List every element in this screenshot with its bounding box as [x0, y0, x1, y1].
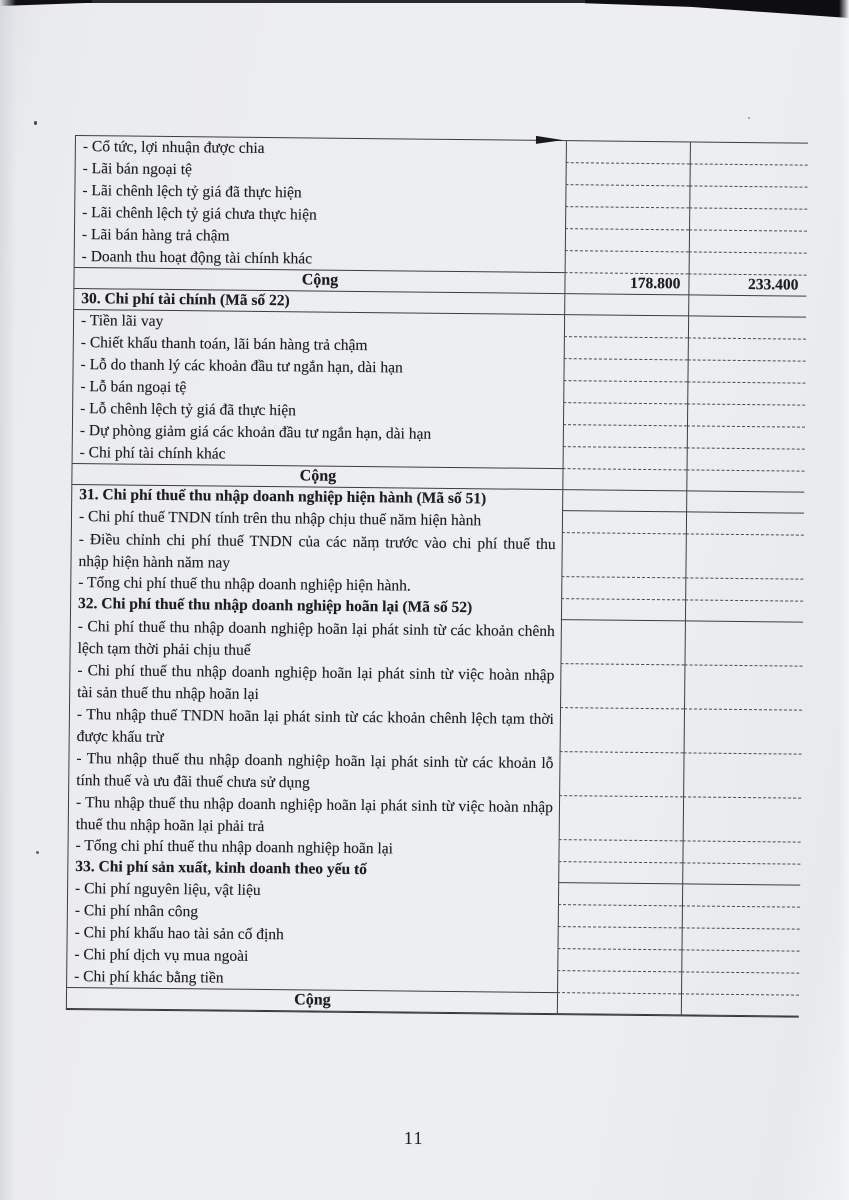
row-value-col2: [681, 994, 799, 1016]
row-value-col2: [687, 382, 805, 405]
row-value-col2: [689, 164, 807, 187]
table-row: [71, 615, 803, 667]
row-label: - Chi phí tài chính khác: [73, 442, 563, 469]
row-label: - Chi phí thuế thu nhập doanh nghiệp hoãn lại phát sinh từ việc hoàn nhập tài sản thuế thu nhập hoãn lại: [77, 662, 555, 703]
row-value-col1: [565, 251, 689, 274]
row-label: - Thu nhập thuế thu nhập doanh nghiệp hoãn lại phát sinh từ việc hoàn nhập thuế thu nhập hoãn lại phải trả: [75, 794, 554, 835]
row-value-col1: [565, 207, 689, 230]
row-label: - Chi phí nhân công: [74, 902, 199, 921]
row-label: - Chi phí khấu hao tài sản cố định: [74, 924, 284, 944]
row-value-col1: [558, 927, 682, 950]
row-value-col1: [563, 447, 687, 470]
row-value-col2: [681, 950, 799, 973]
arrowhead-mark: [536, 135, 563, 143]
ink-speck: [34, 121, 37, 125]
row-label: - Chi phí thuế thu nhập doanh nghiệp hoãn lại phát sinh từ các khoản chênh lệch tạm thời phải chịu thuế: [77, 618, 555, 659]
row-value-col1: [561, 533, 685, 578]
row-value-col1: 178.800: [564, 273, 688, 295]
table-row: [69, 747, 801, 799]
row-value-col1: [561, 577, 685, 600]
row-label: 30. Chi phí tài chính (Mã số 22): [74, 289, 564, 315]
row-value-col2: [689, 186, 807, 209]
row-value-col2: [684, 665, 802, 710]
paper-edge-shading-right: [839, 0, 849, 1200]
row-label: - Chi phí thuế TNDN tính trên thu nhập chịu thuế năm hiện hành: [78, 508, 482, 530]
row-value-col2: [685, 534, 803, 579]
row-value-col1: [565, 229, 689, 252]
row-value-col2: [683, 753, 801, 798]
row-label: 31. Chi phí thuế thu nhập doanh nghiệp hiện hành (Mã số 51): [79, 486, 487, 508]
row-label: - Lỗ do thanh lý các khoản đầu tư ngắn hạn, dài hạn: [80, 356, 403, 377]
row-value-col2: [681, 972, 799, 995]
row-value-col1: [562, 511, 686, 534]
row-label: - Lãi bán hàng trả chậm: [81, 226, 230, 245]
row-label: - Dự phòng giảm giá các khoản đầu tư ngắn hạn, dài hạn: [79, 422, 432, 443]
row-value-col2: [688, 338, 806, 361]
row-value-col1: [559, 796, 683, 841]
row-value-col2: [687, 426, 805, 449]
row-value-col1: [566, 163, 690, 186]
row-label: - Lỗ chênh lệch tỷ giá đã thực hiện: [80, 400, 297, 420]
ink-speck: [748, 117, 750, 119]
row-value-col2: [684, 709, 802, 754]
row-value-col1: [561, 599, 685, 621]
row-value-col2: [689, 230, 807, 253]
row-value-col1: [565, 185, 689, 208]
table-row: [69, 791, 801, 843]
paper-edge-shading-left: [0, 0, 16, 1200]
row-value-col1: [560, 620, 684, 665]
row-value-col2: [688, 295, 806, 317]
row-label: - Tiền lãi vay: [80, 312, 164, 330]
row-value-col1: [557, 949, 681, 972]
row-value-col1: [564, 294, 688, 316]
scan-corner-artifact-right: [585, 0, 849, 18]
row-value-col1: [563, 381, 687, 404]
row-label: - Chi phí dịch vụ mua ngoài: [74, 946, 249, 965]
row-value-col2: [686, 491, 804, 513]
row-value-col2: [689, 252, 807, 275]
row-label: - Chi phí nguyên liệu, vật liệu: [75, 880, 261, 899]
row-label: 33. Chi phí sản xuất, kinh doanh theo yếu tố: [75, 858, 368, 879]
row-value-col1: [563, 403, 687, 426]
row-label: - Chi phí khác bằng tiền: [67, 966, 557, 993]
row-label: - Tổng chi phí thuế thu nhập doanh nghiệp hiện hành.: [78, 574, 411, 595]
row-value-col2: [689, 208, 807, 231]
row-value-col2: [682, 841, 800, 864]
row-value-col1: [560, 708, 684, 753]
table-row: [70, 659, 802, 711]
row-value-col2: [685, 578, 803, 601]
row-label: - Lãi bán ngoại tệ: [82, 160, 193, 179]
row-value-col1: [557, 993, 681, 1015]
row-value-col2: [685, 600, 803, 622]
row-value-col1: [558, 883, 682, 906]
row-label: - Cổ tức, lợi nhuận được chia: [82, 138, 265, 157]
row-label: - Thu nhập thuế TNDN hoãn lại phát sinh từ các khoản chênh lệch tạm thời được khấu trừ: [76, 706, 554, 746]
row-value-col2: [681, 928, 799, 951]
table-row: [70, 703, 802, 755]
row-label: - Thu nhập thuế thu nhập doanh nghiệp hoãn lại phát sinh từ các khoản lỗ tính thuế và ưu đãi thuế chưa sử dụng: [76, 750, 554, 792]
row-value-col1: [562, 490, 686, 512]
row-value-col2: [684, 621, 802, 666]
row-value-col2: [682, 884, 800, 907]
row-value-col1: [563, 359, 687, 382]
row-label: - Lãi chênh lệch tỷ giá đã thực hiện: [82, 182, 302, 202]
row-value-col1: [563, 425, 687, 448]
row-value-col2: [687, 404, 805, 427]
page-number: 11: [404, 1128, 424, 1148]
row-value-col2: [682, 863, 800, 885]
row-label: - Doanh thu hoạt động tài chính khác: [75, 246, 565, 273]
row-value-col2: [687, 448, 805, 471]
row-value-col1: [564, 337, 688, 360]
row-value-col1: [558, 905, 682, 928]
row-label: - Tổng chi phí thuế thu nhập doanh nghiệp hoãn lại: [75, 837, 394, 858]
row-value-col2: [686, 470, 804, 492]
row-value-col1: [558, 840, 682, 863]
row-value-col1: [558, 862, 682, 884]
row-value-col1: [562, 469, 686, 491]
row-label: Cộng: [72, 464, 562, 490]
table-row: [71, 528, 803, 580]
row-value-col2: 233.400: [688, 274, 806, 296]
row-label: - Chiết khấu thanh toán, lãi bán hàng trả chậm: [80, 334, 368, 355]
row-label: Cộng: [74, 268, 564, 294]
row-value-col2: [682, 906, 800, 929]
row-label: Cộng: [67, 988, 557, 1014]
row-value-col1: [557, 971, 681, 994]
row-label: - Điều chỉnh chi phí thuế TNDN của các năm trước vào chi phí thuế thu nhập hiện hành năm nay: [78, 531, 556, 572]
row-value-col1: [560, 664, 684, 709]
row-value-col1: [559, 752, 683, 797]
row-label: - Lỗ bán ngoại tệ: [80, 378, 187, 397]
row-value-col2: [690, 142, 808, 165]
financial-notes-table: [66, 135, 808, 1018]
row-value-col1: [564, 315, 688, 338]
ink-speck: [36, 851, 39, 854]
row-value-col2: [687, 360, 805, 383]
row-value-col2: [686, 512, 804, 535]
row-value-col2: [688, 316, 806, 339]
row-value-col2: [683, 797, 801, 842]
row-label: 32. Chi phí thuế thu nhập doanh nghiệp hoãn lại (Mã số 52): [78, 595, 473, 617]
row-value-col1: [566, 141, 690, 164]
row-label: - Lãi chênh lệch tỷ giá chưa thực hiện: [82, 204, 317, 224]
